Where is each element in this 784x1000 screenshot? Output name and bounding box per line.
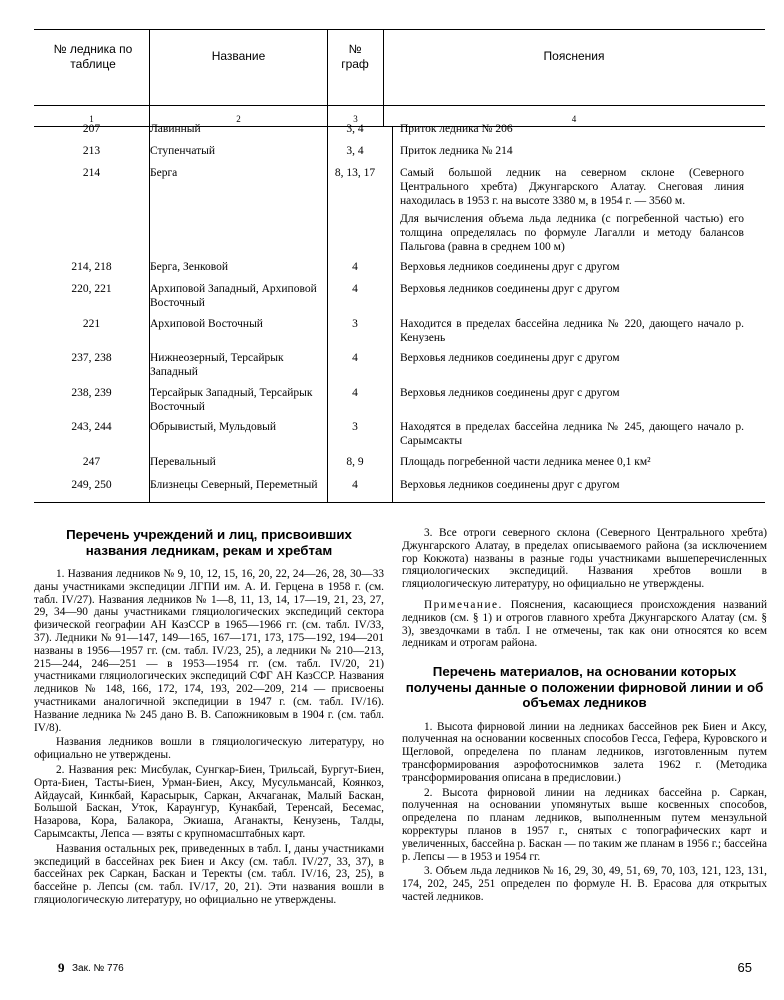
glacier-number: 214 [82, 167, 101, 179]
body-divider [392, 126, 393, 502]
paragraph: Названия ледников вошли в гляциологическую литературу, но официально не утверждены. [34, 736, 384, 762]
glacier-name: Архиповой Восточный [150, 318, 263, 330]
column-number: 3 [353, 114, 358, 124]
glacier-note: Верховья ледников соединены друг с другом [400, 387, 620, 399]
header-notes: Пояснения [543, 49, 605, 63]
header-rule [34, 105, 765, 106]
glacier-note: Верховья ледников соединены друг с другом [400, 283, 620, 295]
section-heading: Перечень материалов, на основании которых получены данные о положении фирновой линии и об объемах ледников [405, 664, 764, 711]
glacier-name: Берга [150, 167, 178, 179]
graph-numbers: 4 [352, 479, 358, 491]
paragraph: 2. Названия рек: Мисбулак, Сунгкар-Биен, Трильсай, Бургут-Биен, Орта-Биен, Тасты-Биен, Урман-Биен, Аксу, Мусульмансай, Коянкоз, Айдаусай, Кинкбай, Карасырык, Саркан, Акчаганак, Малый Баскан, Большой Баскан, Уток, Караунгур, Кунакбай, Теренсай, Бесемас, Назарова, Кора, Балакора, Экиаша, Аганакты, Кенузень, Талды, Сарымсакты, Лепса — взяты с крупномасштабных карт. [34, 763, 384, 840]
table-top-rule [34, 29, 765, 30]
body-divider [149, 126, 150, 502]
glacier-name: Обрывистый, Мульдовый [150, 421, 277, 433]
glacier-note: Приток ледника № 214 [400, 145, 513, 157]
glacier-note: Приток ледника № 206 [400, 123, 513, 135]
naming-sources-section [34, 527, 384, 909]
glacier-name: Нижнеозерный, Терсайрык Западный [150, 352, 284, 378]
header-name: Название [211, 49, 266, 63]
graph-numbers: 4 [352, 283, 358, 295]
graph-numbers: 3 [352, 318, 358, 330]
paragraph: 3. Объем льда ледников № 16, 29, 30, 49, 51, 69, 70, 103, 121, 123, 131, 174, 202, 245, 251 определен по формуле Н. В. Ерасова для открытых частей ледников. [402, 865, 767, 904]
glacier-note: Находятся в пределах бассейна ледника № 245, дающего начало р. Сарымсакты [400, 421, 744, 447]
glacier-note: Для вычисления объема льда ледника (с погребенной частью) его толщина определялась по формуле Лагалли и методу балансов Пальгова (равна в среднем 100 м) [400, 213, 744, 253]
glacier-note: Верховья ледников соединены друг с другом [400, 352, 620, 364]
sheet-number: 9 [58, 960, 65, 975]
glacier-note: Находится в пределах бассейна ледника № 220, дающего начало р. Кенузень [400, 318, 744, 344]
graph-numbers: 4 [352, 261, 358, 273]
glacier-number: 213 [82, 145, 101, 157]
paragraph: 2. Высота фирновой линии на ледниках бассейна р. Саркан, полученная на основании упомянутых выше косвенных способов, определена по планам ледников, выполненным путем мензульной корректуры планов в 1957 г., снятых с топографических карт и увеличенных, бассейна р. Баскан — по таким же планам в 1956 г.; бассейна р. Лепсы — в 1953 и 1954 гг. [402, 786, 767, 863]
glacier-name: Лавинный [150, 123, 201, 135]
glacier-number: 249, 250 [71, 479, 112, 491]
paragraph: 1. Высота фирновой линии на ледниках бассейнов рек Биен и Аксу, полученная на основании косвенных способов Гесса, Гефера, Куровского и Щегловой, определена по планам ледников, изготовленным путем трансформирования аэрофотоснимков залета 1962 г. (Методика трансформирования описана в предисловии.) [402, 720, 767, 784]
glacier-number: 243, 244 [71, 421, 112, 433]
header-divider [383, 29, 384, 126]
note-label: Примечание. [424, 598, 503, 611]
glacier-number: 221 [82, 318, 101, 330]
table-bottom-rule [34, 502, 765, 503]
glacier-name: Архиповой Западный, Архиповой Восточный [150, 283, 317, 309]
header-graph-number: № граф [341, 42, 369, 71]
section-heading: Перечень учреждений и лиц, присвоивших названия ледникам, рекам и хребтам [66, 527, 352, 558]
graph-numbers: 4 [352, 352, 358, 364]
header-divider [149, 29, 150, 126]
print-order: Зак. № 776 [72, 963, 124, 974]
glacier-name: Ступенчатый [150, 145, 216, 157]
glacier-note: Верховья ледников соединены друг с другом [400, 479, 620, 491]
note-text: Пояснения, касающиеся происхождения названий ледников (см. § 1) и отрогов главного хребта Джунгарского Алатау (см. § 3), звездочками в табл. I не отмечены, так как они относятся ко всем ледникам и отрогам района. [402, 598, 767, 650]
column-number: 1 [89, 114, 94, 124]
graph-numbers: 3, 4 [346, 123, 364, 135]
graph-numbers: 3, 4 [346, 145, 364, 157]
paragraph: 3. Все отроги северного склона (Северного Центрального хребта) Джунгарского Алатау, в пределах описываемого района (за исключением гор Кокжота) названы в разные годы участниками вышеперечисленных гляциологических экспедиций. Названия хребтов вошли в гляциологическую литературу, но официально не утверждены. [402, 527, 767, 591]
glacier-name: Перевальный [150, 456, 216, 468]
materials-section [402, 527, 767, 906]
note-paragraph [402, 599, 767, 650]
column-number: 2 [236, 114, 241, 124]
page-number: 65 [737, 960, 752, 975]
header-divider [327, 29, 328, 126]
glacier-name: Берга, Зенковой [150, 261, 229, 273]
glacier-name: Близнецы Северный, Переметный [150, 479, 318, 491]
paragraph: 1. Названия ледников № 9, 10, 12, 15, 16, 20, 22, 24—26, 28, 30—33 даны участниками экспедиции ЛГПИ им. А. И. Герцена в 1958 г. (см. табл. IV/27). Названия ледников № 1—8, 11, 13, 14, 17—19, 21, 23, 27, 29, 34—90 даны участниками гляциологических экспедиций сектора физической географии АН КазССР в 1965—1966 гг. (см. табл. IV/33, 37). Ледники № 91—147, 149—165, 167—171, 173, 175—192, 194—201 названы в 1956—1957 гг. (см. табл. IV/23, 25), а ледники № 210—213, 215—244, 246—251 — в 1953—1954 гг. (см. табл. IV/20, 21) участниками гляциологических экспедиций СФГ АН КазССР. Названия ледников № 148, 166, 172, 174, 193, 202—209, 214 — присвоены участниками аналогичной экспедиции в 1947 г. (см. табл. IV/16). Название ледника № 245 дано В. В. Сапожниковым в 1904 г. (см. табл. IV/8). [34, 568, 384, 734]
glacier-name: Терсайрык Западный, Терсайрык Восточный [150, 387, 313, 413]
glacier-note: Верховья ледников соединены друг с другом [400, 261, 620, 273]
glacier-number: 238, 239 [71, 387, 112, 399]
graph-numbers: 4 [352, 387, 358, 399]
glacier-number: 237, 238 [71, 352, 112, 364]
glacier-number: 220, 221 [71, 283, 112, 295]
graph-numbers: 8, 9 [346, 456, 364, 468]
graph-numbers: 8, 13, 17 [334, 167, 376, 179]
header-glacier-number: № ледника по таблице [53, 42, 133, 71]
glacier-number: 247 [82, 456, 101, 468]
column-number: 4 [571, 114, 577, 124]
glacier-note: Площадь погребенной части ледника менее 0,1 км² [400, 456, 651, 468]
body-divider [327, 126, 328, 502]
glacier-number: 207 [82, 123, 101, 135]
graph-numbers: 3 [352, 421, 358, 433]
glacier-number: 214, 218 [71, 261, 112, 273]
glacier-note: Самый большой ледник на северном склоне (Северного Центрального хребта) Джунгарского Алатау. Снеговая линия находилась в 1953 г. на высоте 3380 м, в 1954 г. — 3560 м. [400, 167, 744, 207]
paragraph: Названия остальных рек, приведенных в табл. I, даны участниками экспедиций в бассейнах рек Биен и Аксу (см. табл. IV/27, 33, 37), в бассейнах рек Саркан, Баскан и Теректы (см. табл. IV/16, 23, 25), в бассейне р. Лепсы (см. табл. IV/17, 20, 21). Эти названия вошли в гляциологическую литературу, но официально не утверждены. [34, 842, 384, 906]
